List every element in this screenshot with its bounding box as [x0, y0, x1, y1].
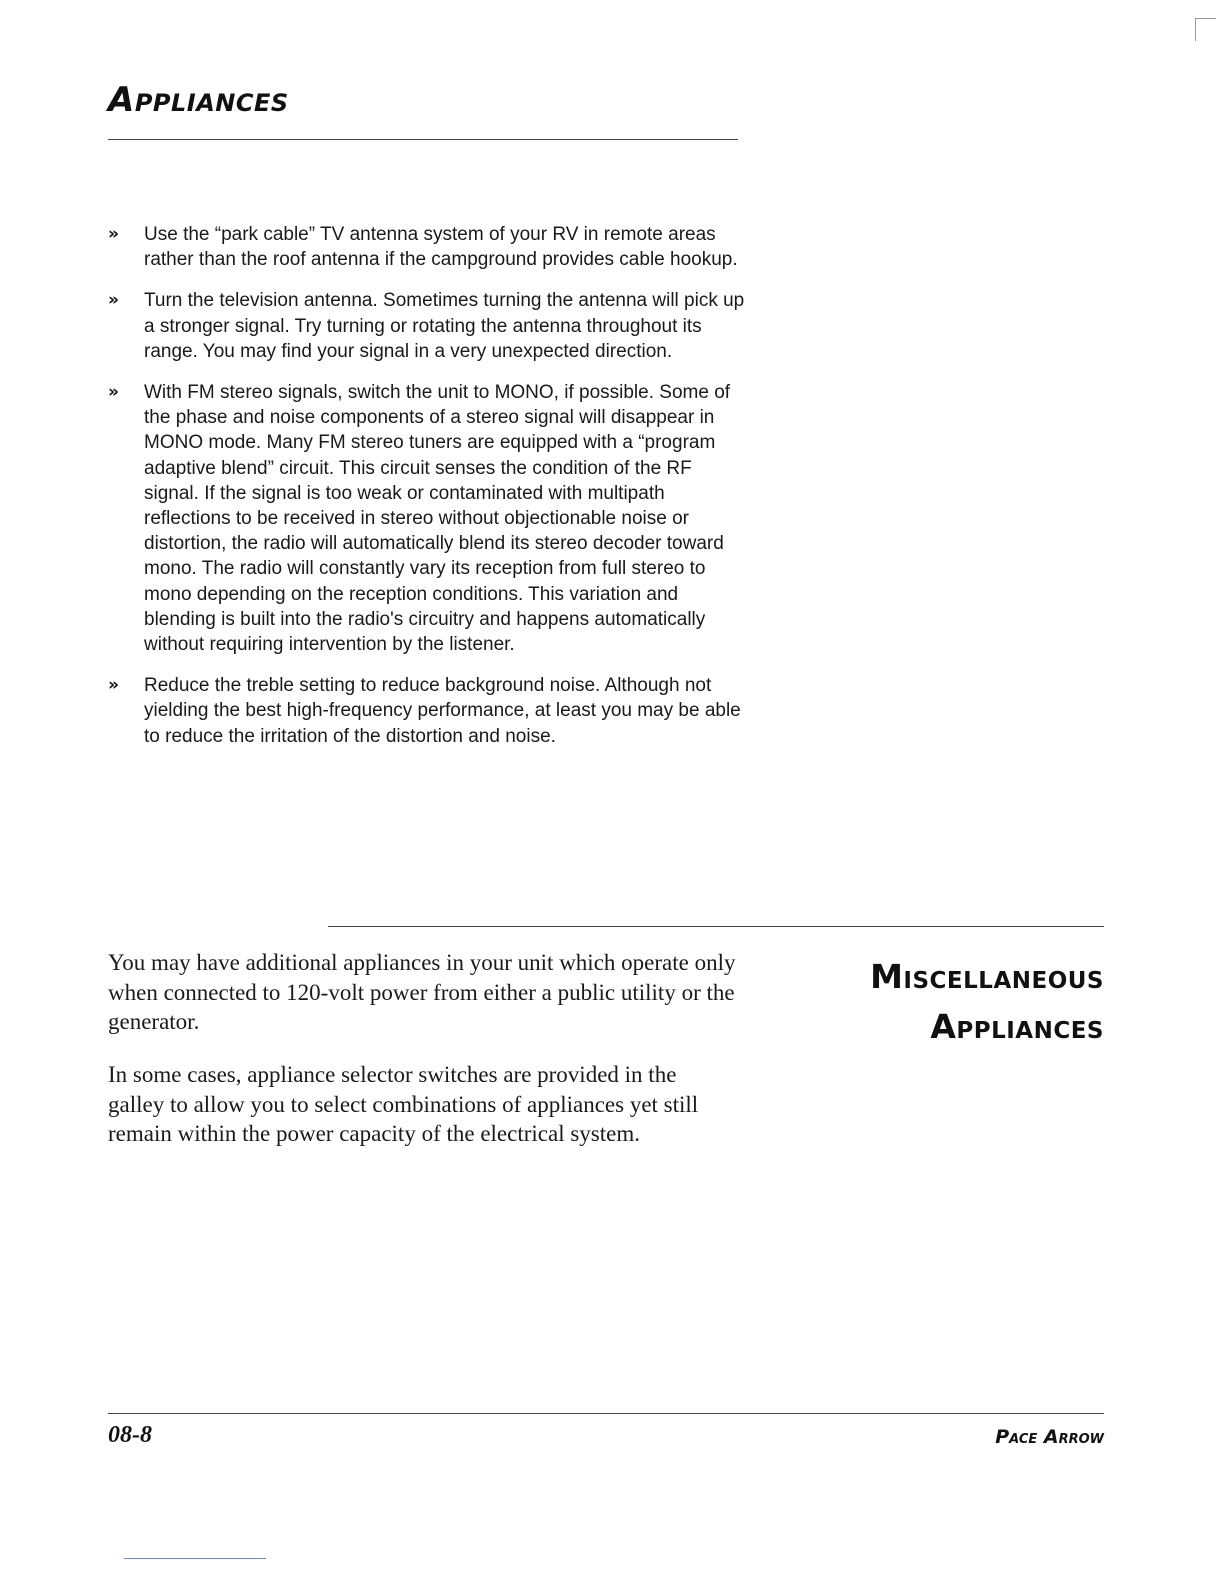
list-item: [108, 380, 748, 657]
tip-text: Reduce the treble setting to reduce background noise. Although not yielding the best high-frequency performance, at least you may be able to reduce the irritation of the distortion and noise.: [144, 675, 741, 747]
header-rule: [108, 139, 738, 140]
tip-text: Use the “park cable” TV antenna system of your RV in remote areas rather than the roof antenna if the campground provides cable hookup.: [144, 224, 738, 271]
bullet-marker-icon: »: [108, 290, 116, 311]
tips-list: [108, 222, 748, 765]
misc-heading-line1: Miscellaneous: [870, 957, 1104, 996]
misc-heading: [870, 952, 1104, 1052]
misc-paragraph-2: In some cases, appliance selector switches are provided in the galley to allow you to select combinations of appliances yet still remain within the power capacity of the electrical system.: [108, 1062, 699, 1146]
tip-text: With FM stereo signals, switch the unit to MONO, if possible. Some of the phase and noise components of a stereo signal will disappear in MONO mode. Many FM stereo tuners are equipped with a “program adaptive blend” circuit. This circuit senses the condition of the RF signal. If the signal is too weak or contaminated with multipath reflections to be received in stereo without objectionable noise or distortion, the radio will automatically blend its stereo decoder toward mono. The radio will constantly vary its reception from full stereo to mono depending on the reception conditions. This variation and blending is built into the radio's circuitry and happens automatically without requiring intervention by the listener.: [144, 382, 731, 656]
bullet-marker-icon: »: [108, 224, 116, 244]
section-title: Appliances: [108, 80, 289, 120]
list-item: [108, 222, 748, 272]
misc-heading-line2: Appliances: [930, 1007, 1104, 1046]
list-item: [108, 673, 748, 749]
publication-name: Pace Arrow: [995, 1426, 1104, 1448]
scan-edge-mark: [1195, 18, 1216, 41]
tip-text: Turn the television antenna. Sometimes turning the antenna will pick up a stronger signal. Try turning or rotating the antenna throughout its range. You may find your signal in a very unexpected direction.: [144, 290, 745, 362]
page-number: 08-8: [108, 1422, 152, 1448]
misc-paragraph-1: You may have additional appliances in your unit which operate only when connected to 120-volt power from either a public utility or the generator.: [108, 950, 736, 1034]
footer-rule: [108, 1413, 1104, 1414]
list-item: [108, 288, 748, 364]
bullet-marker-icon: »: [108, 675, 116, 696]
section-divider-rule: [328, 926, 1104, 927]
scan-artifact-line: [124, 1558, 266, 1559]
bullet-marker-icon: »: [108, 382, 116, 403]
